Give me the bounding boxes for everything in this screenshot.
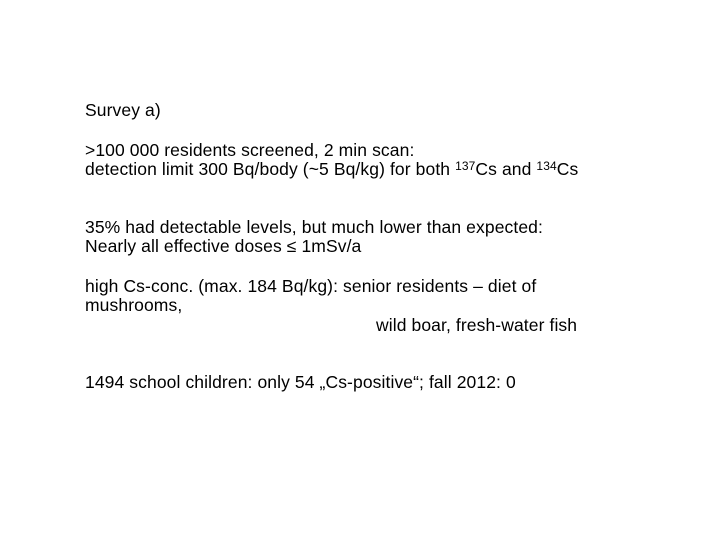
screening-line: >100 000 residents screened, 2 min scan: xyxy=(85,140,415,160)
isotope-symbol-text: Cs xyxy=(556,159,579,179)
mushrooms-line: mushrooms, xyxy=(85,295,183,315)
detectable-levels-line: 35% had detectable levels, but much lower than expected: xyxy=(85,217,543,237)
isotope-mass-137: 137 xyxy=(455,159,476,173)
detection-limit-text: detection limit 300 Bq/body (~5 Bq/kg) for both xyxy=(85,159,456,179)
isotope-connector-text: Cs and xyxy=(475,159,537,179)
high-cs-line: high Cs-conc. (max. 184 Bq/kg): senior residents – diet of xyxy=(85,276,537,296)
school-children-line: 1494 school children: only 54 „Cs-positive“; fall 2012: 0 xyxy=(85,372,516,392)
slide-heading: Survey a) xyxy=(85,100,161,120)
wild-boar-line: wild boar, fresh-water fish xyxy=(376,315,578,335)
isotope-mass-134: 134 xyxy=(536,159,557,173)
effective-doses-line: Nearly all effective doses ≤ 1mSv/a xyxy=(85,236,362,256)
detection-limit-line xyxy=(85,160,578,179)
